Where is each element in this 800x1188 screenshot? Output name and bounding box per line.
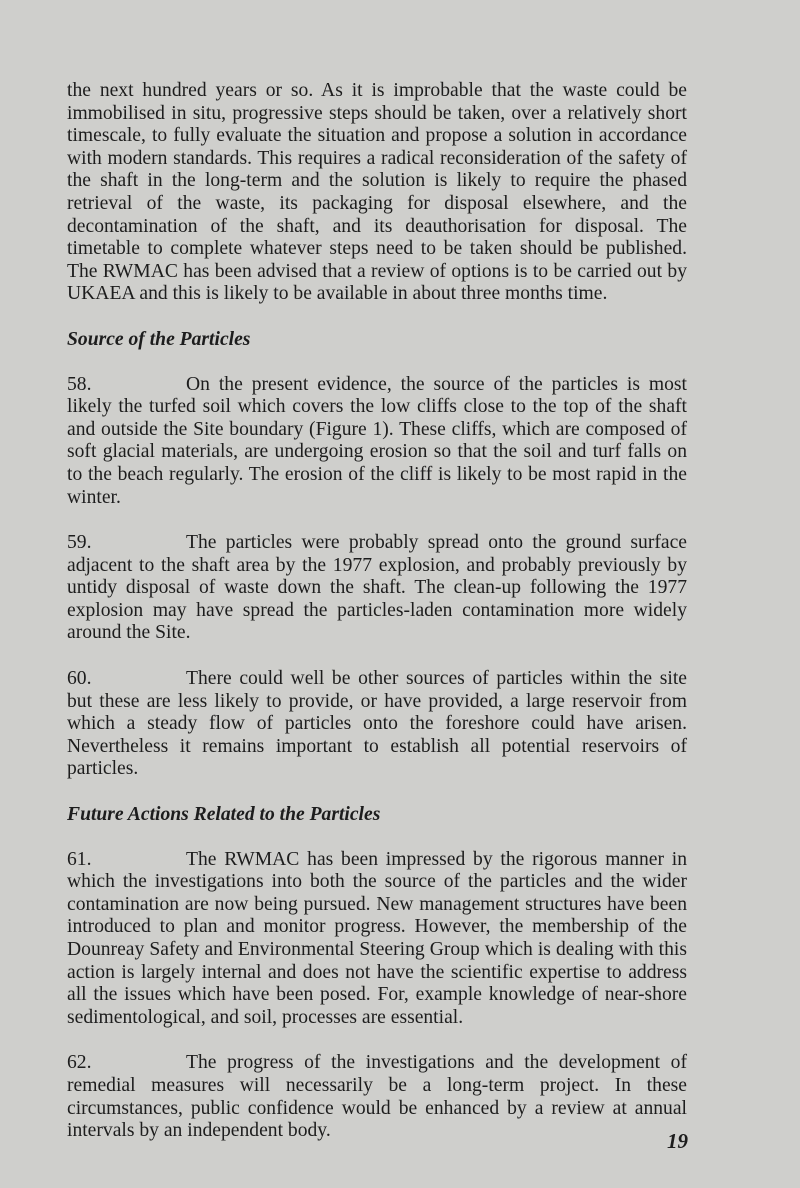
paragraph-text: On the present evidence, the source of the particles is most likely the turfed soil which covers the low cliffs close to the top of the shaft and outside the Site boundary (Figure 1). These cliffs, which are composed of soft glacial materials, are undergoing erosion so that the soil and turf falls on to the beach regularly. The erosion of the cliff is likely to be most rapid in the winter. — [67, 373, 687, 508]
paragraph-text: There could well be other sources of particles within the site but these are less likely to provide, or have provided, a large reservoir from which a steady flow of particles onto the foreshore could have arisen. Nevertheless it remains important to establish all potential reservoirs of particles. — [67, 668, 687, 780]
page-number: 19 — [667, 1129, 688, 1153]
section-heading-future-actions: Future Actions Related to the Particles — [67, 804, 381, 826]
paragraph-number: 62. — [67, 1052, 92, 1074]
paragraph-58 — [67, 374, 687, 510]
paragraph-number: 59. — [67, 532, 92, 554]
paragraph-number: 60. — [67, 668, 92, 690]
paragraph-text: The particles were probably spread onto the ground surface adjacent to the shaft area by the 1977 explosion, and probably previously by untidy disposal of waste down the shaft. The clean-up following the 1977 explosion may have spread the particles-laden contamination more widely around the Site. — [67, 532, 687, 644]
intro-paragraph: the next hundred years or so. As it is improbable that the waste could be immobilised in situ, progressive steps should be taken, over a relatively short timescale, to fully evaluate the situation and propose a solution in accordance with modern standards. This requires a radical reconsideration of the safety of the shaft in the long-term and the solution is likely to require the phased retrieval of the waste, its packaging for disposal elsewhere, and the decontamination of the shaft, and its deauthorisation for disposal. The timetable to complete whatever steps need to be taken should be published. The RWMAC has been advised that a review of options is to be carried out by UKAEA and this is likely to be available in about three months time. — [67, 80, 687, 305]
paragraph-60 — [67, 668, 687, 781]
paragraph-62 — [67, 1052, 687, 1142]
paragraph-61 — [67, 849, 687, 1030]
section-heading-source: Source of the Particles — [67, 328, 251, 350]
paragraph-text: The RWMAC has been impressed by the rigorous manner in which the investigations into both the source of the particles and the wider contamination are now being pursued. New management structures have been introduced to plan and monitor progress. However, the membership of the Dounreay Safety and Environmental Steering Group which is dealing with this action is largely internal and does not have the scientific expertise to address all the issues which have been posed. For, example knowledge of near-shore sedimentological, and soil, processes are essential. — [67, 848, 687, 1028]
document-page — [67, 80, 687, 1143]
paragraph-number: 61. — [67, 848, 92, 870]
paragraph-number: 58. — [67, 373, 92, 395]
paragraph-text: The progress of the investigations and the development of remedial measures will necessarily be a long-term project. In these circumstances, public confidence would be enhanced by a review at annual intervals by an independent body. — [67, 1052, 687, 1142]
paragraph-59 — [67, 532, 687, 645]
